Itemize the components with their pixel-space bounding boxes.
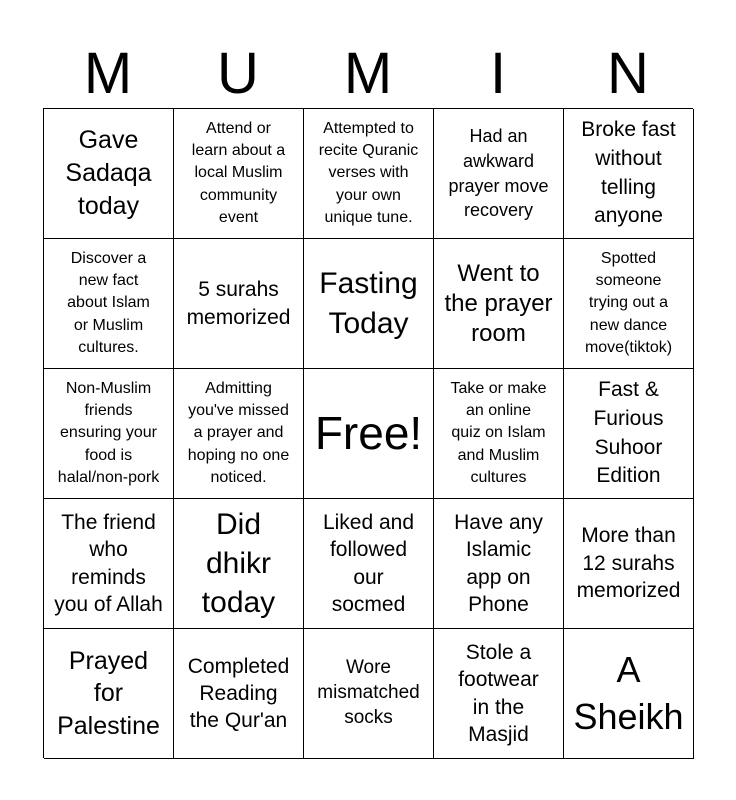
bingo-cell[interactable]	[434, 499, 564, 629]
free-space-text: Free!	[314, 407, 423, 460]
cell-text: Completed Reading the Qur'an	[187, 654, 290, 733]
bingo-cell[interactable]	[304, 499, 434, 629]
cell-text: 5 surahs memorized	[186, 278, 291, 329]
cell-text: Broke fast without telling anyone	[581, 117, 676, 228]
bingo-cell[interactable]	[174, 629, 304, 759]
bingo-cell[interactable]	[434, 239, 564, 369]
bingo-cell[interactable]	[174, 109, 304, 239]
bingo-cell[interactable]	[434, 629, 564, 759]
bingo-cell[interactable]	[564, 499, 694, 629]
cell-text: Admitting you've missed a prayer and hoping no one noticed.	[187, 380, 290, 486]
bingo-cell[interactable]	[564, 239, 694, 369]
cell-text: Went to the prayer room	[444, 259, 553, 347]
cell-text: Prayed for Palestine	[57, 646, 160, 740]
bingo-cell[interactable]	[434, 109, 564, 239]
cell-text: Had an awkward prayer move recovery	[448, 125, 549, 221]
bingo-cell[interactable]	[174, 369, 304, 499]
cell-text: Attempted to recite Quranic verses with your own unique tune.	[318, 120, 419, 226]
bingo-cell[interactable]	[44, 629, 174, 759]
bingo-cell[interactable]	[434, 369, 564, 499]
cell-text: Have any Islamic app on Phone	[454, 510, 543, 616]
bingo-cell[interactable]	[174, 499, 304, 629]
cell-text: Stole a footwear in the Masjid	[458, 640, 539, 746]
bingo-cell[interactable]	[304, 239, 434, 369]
bingo-cell[interactable]	[44, 369, 174, 499]
cell-text: Spotted someone trying out a new dance move(tiktok)	[584, 250, 673, 356]
free-space-cell[interactable]	[304, 369, 434, 499]
cell-text: Discover a new fact about Islam or Muslim cultures.	[67, 250, 150, 356]
bingo-cell[interactable]	[304, 629, 434, 759]
cell-text: Fasting Today	[319, 266, 418, 340]
bingo-cell[interactable]	[44, 499, 174, 629]
bingo-cell[interactable]	[564, 109, 694, 239]
bingo-cell[interactable]	[304, 109, 434, 239]
cell-text: Attend or learn about a local Muslim community event	[191, 120, 286, 226]
bingo-cell[interactable]	[564, 369, 694, 499]
bingo-cell[interactable]	[44, 239, 174, 369]
bingo-cell[interactable]	[564, 629, 694, 759]
cell-text: Fast & Furious Suhoor Edition	[593, 377, 664, 488]
header-letter-u: U	[217, 41, 259, 106]
bingo-cell[interactable]	[174, 239, 304, 369]
cell-text: Gave Sadaqa today	[65, 126, 152, 220]
bingo-cell[interactable]	[44, 109, 174, 239]
cell-text: A Sheikh	[573, 649, 684, 737]
cell-text: Take or make an online quiz on Islam and Muslim cultures	[450, 380, 547, 486]
cell-text: Wore mismatched socks	[317, 657, 420, 728]
header-letter-m: M	[83, 41, 133, 106]
bingo-header	[43, 40, 693, 108]
cell-text: The friend who reminds you of Allah	[54, 510, 163, 616]
cell-text: More than 12 surahs memorized	[576, 523, 681, 603]
header-letter-i: I	[489, 41, 507, 106]
cell-text: Liked and followed our socmed	[322, 510, 415, 616]
cell-text: Did dhikr today	[201, 508, 276, 619]
cell-text: Non-Muslim friends ensuring your food is halal/non-pork	[57, 380, 160, 486]
bingo-board	[43, 108, 693, 758]
header-letter-n: N	[607, 41, 649, 106]
header-letter-m-2: M	[343, 41, 393, 106]
